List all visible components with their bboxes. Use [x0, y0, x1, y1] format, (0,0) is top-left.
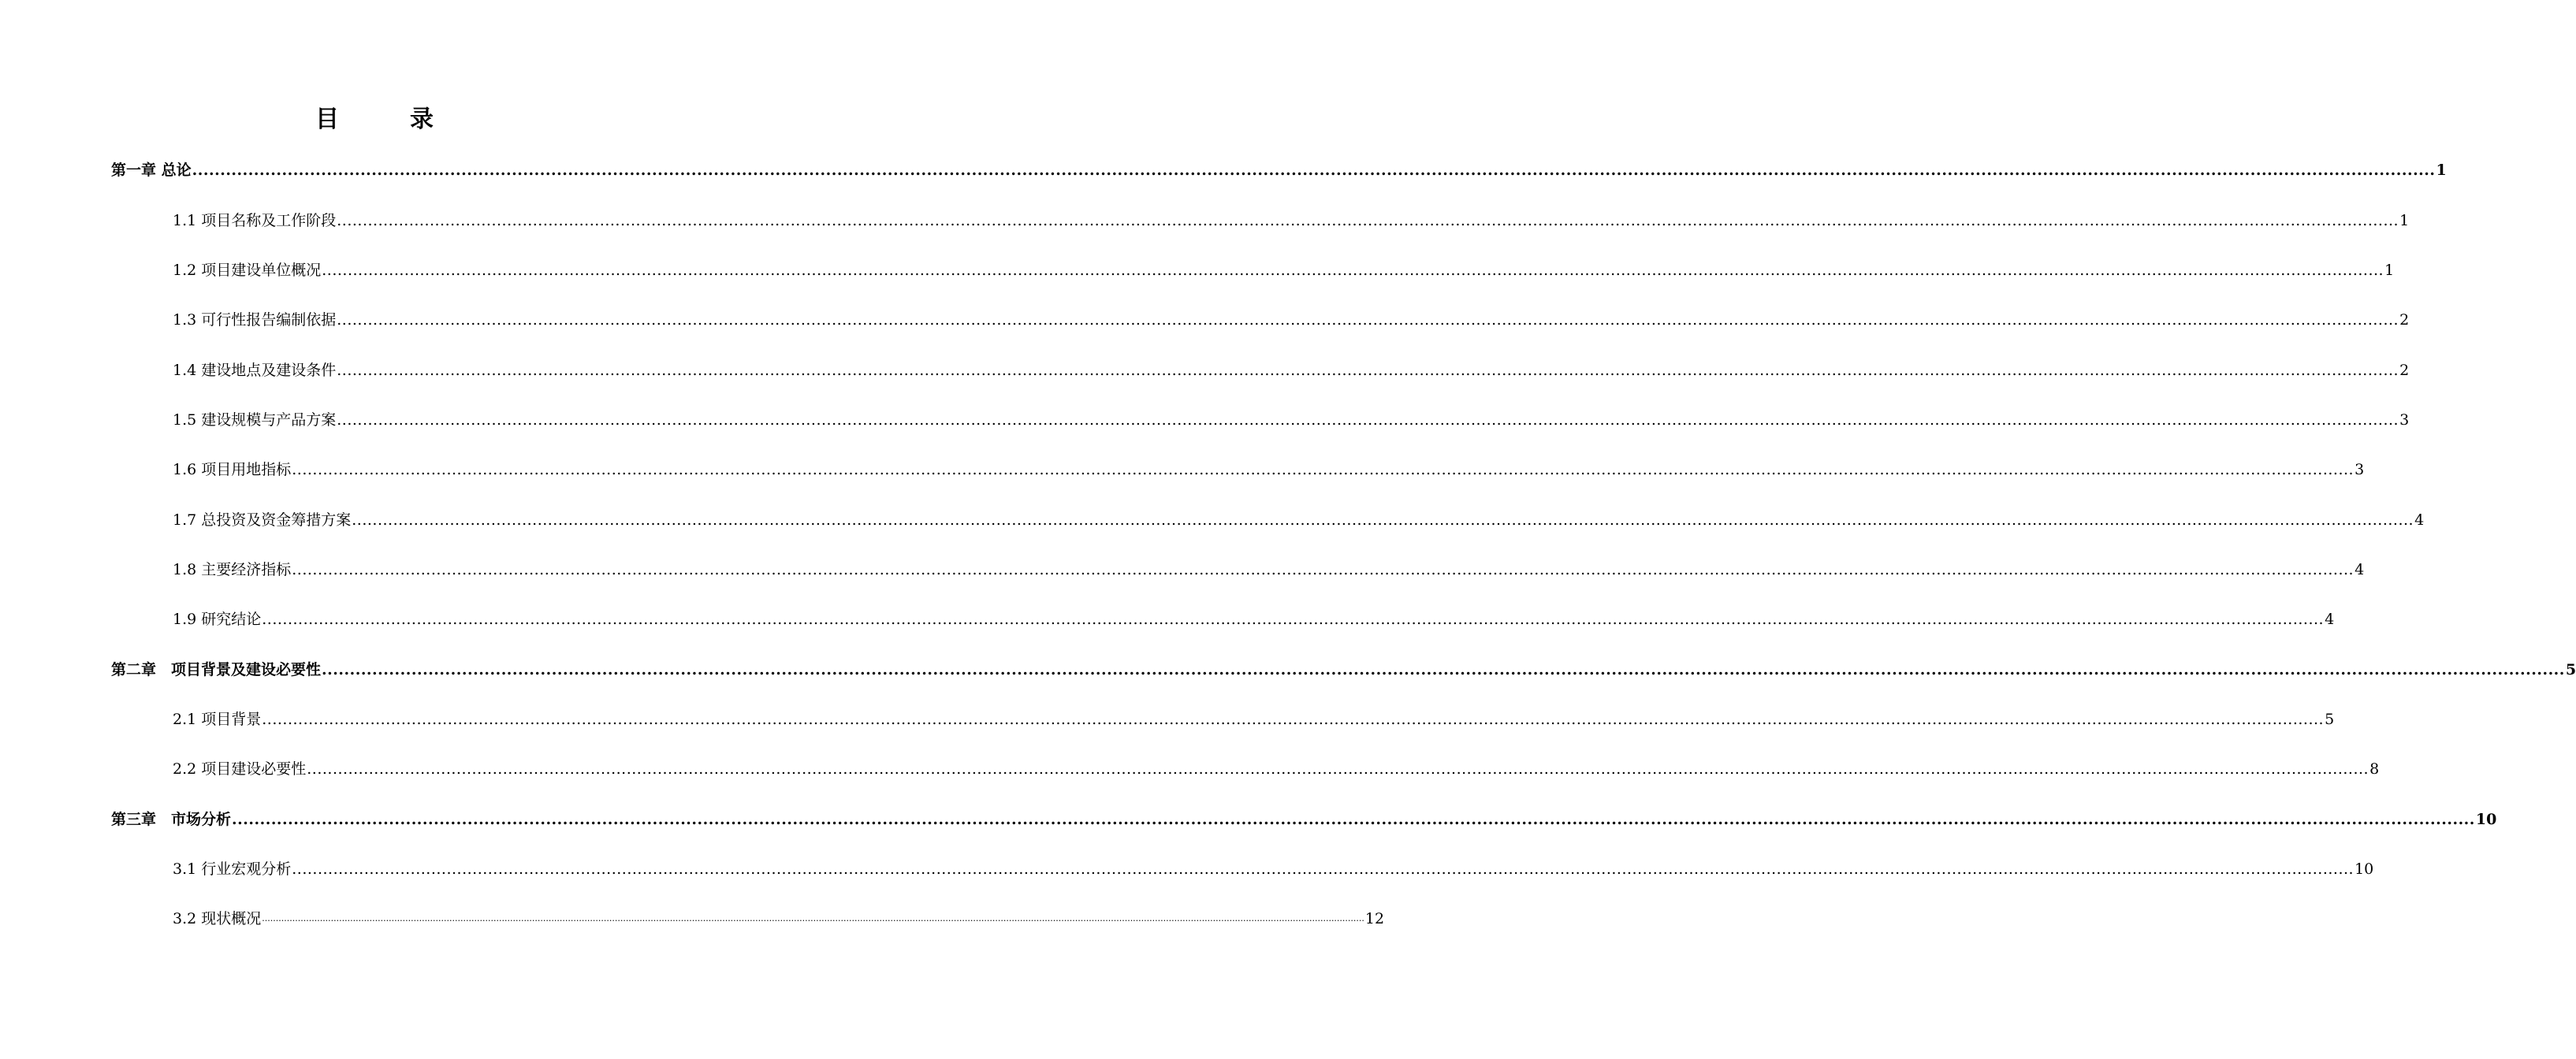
- toc-entry-chapter-2[interactable]: [111, 658, 2576, 682]
- toc-dot-leader: ................................................................................................................................................................................................................................................................................................................................................................................................................: [337, 362, 2399, 379]
- toc-entry-1-1[interactable]: [173, 209, 2410, 232]
- toc-entry-label: 2.2 项目建设必要性: [173, 760, 307, 778]
- toc-entry-label: 1.9 研究结论: [173, 611, 262, 628]
- toc-dot-leader: ................................................................................................................................................................................................................................................................................................................................................................................................................: [292, 461, 2355, 478]
- toc-dot-leader: ................................................................................................................................................................................................................................................................................................................................................................................................................: [337, 411, 2399, 429]
- toc-entry-page: 8: [2369, 760, 2380, 778]
- toc-entry-3-1[interactable]: [173, 857, 2374, 881]
- toc-dot-leader: ................................................................................................................................................................................................................................................................................................................................................................................................................: [192, 162, 2436, 179]
- toc-entry-page: 3: [2399, 411, 2410, 429]
- toc-dot-leader: ................................................................................................................................................................................................................................................................................................................................................................................................................: [322, 262, 2384, 279]
- toc-entry-label: 1.6 项目用地指标: [173, 461, 292, 478]
- toc-dot-leader: ................................................................................................................................................................................................................................................................................................................................................................................................................: [292, 561, 2355, 578]
- toc-entry-chapter-3[interactable]: [111, 808, 2497, 831]
- toc-entry-2-1[interactable]: [173, 708, 2335, 731]
- page-title: 目 录: [315, 106, 457, 133]
- toc-entry-page: 4: [2355, 561, 2365, 578]
- toc-dot-leader: ................................................................................................................................................................................................................................................................................................................................................................................................................: [262, 611, 2325, 628]
- toc-entry-page: 5: [2565, 661, 2576, 678]
- toc-entry-page: 12: [1364, 910, 1385, 927]
- toc-entry-label: 2.1 项目背景: [173, 711, 262, 728]
- toc-entry-page: 3: [2355, 461, 2365, 478]
- toc-entry-1-8[interactable]: [173, 558, 2365, 582]
- toc-entry-page: 1: [2384, 262, 2395, 279]
- toc-entry-chapter-1[interactable]: [111, 158, 2447, 182]
- toc-dot-leader: ................................................................................................................................................................................................................................................................................................................................................................................................................: [322, 661, 2565, 678]
- toc-entry-page: 2: [2399, 311, 2410, 329]
- toc-entry-1-6[interactable]: [173, 458, 2365, 481]
- toc-entry-1-4[interactable]: [173, 359, 2410, 382]
- toc-dot-leader: ................................................................................................................................................................................................................................................................................................................................................................................................................: [232, 811, 2475, 828]
- toc-entry-2-2[interactable]: [173, 757, 2380, 781]
- toc-entry-label: 第三章 市场分析: [111, 811, 232, 828]
- toc-entry-label: 1.4 建设地点及建设条件: [173, 362, 337, 379]
- toc-entry-label: 3.1 行业宏观分析: [173, 860, 292, 878]
- toc-entry-label: 1.5 建设规模与产品方案: [173, 411, 337, 429]
- toc-dot-leader: ................................................................................................................................................................................................................................................................................................................................................................................................................: [262, 913, 1364, 923]
- toc-entry-page: 10: [2475, 811, 2497, 828]
- toc-entry-page: 4: [2325, 611, 2335, 628]
- toc-entry-page: 1: [2436, 162, 2447, 179]
- toc-entry-label: 1.3 可行性报告编制依据: [173, 311, 337, 329]
- toc-entry-label: 第一章 总论: [111, 162, 192, 179]
- toc-entry-label: 1.2 项目建设单位概况: [173, 262, 322, 279]
- toc-entry-label: 3.2 现状概况: [173, 910, 262, 927]
- toc-entry-label: 第二章 项目背景及建设必要性: [111, 661, 322, 678]
- toc-entry-label: 1.7 总投资及资金筹措方案: [173, 511, 352, 529]
- toc-entry-1-9[interactable]: [173, 608, 2335, 631]
- toc-dot-leader: ................................................................................................................................................................................................................................................................................................................................................................................................................: [337, 311, 2399, 329]
- toc-dot-leader: ................................................................................................................................................................................................................................................................................................................................................................................................................: [307, 760, 2369, 778]
- toc-entry-1-2[interactable]: [173, 258, 2395, 282]
- toc-dot-leader: ................................................................................................................................................................................................................................................................................................................................................................................................................: [352, 511, 2414, 529]
- toc-dot-leader: ................................................................................................................................................................................................................................................................................................................................................................................................................: [337, 212, 2399, 229]
- toc-dot-leader: ................................................................................................................................................................................................................................................................................................................................................................................................................: [292, 860, 2355, 878]
- toc-entry-1-3[interactable]: [173, 308, 2410, 332]
- toc-entry-3-2[interactable]: [173, 907, 1385, 931]
- toc-entry-page: 1: [2399, 212, 2410, 229]
- toc-entry-label: 1.1 项目名称及工作阶段: [173, 212, 337, 229]
- toc-entry-label: 1.8 主要经济指标: [173, 561, 292, 578]
- toc-entry-page: 2: [2399, 362, 2410, 379]
- toc-entry-page: 5: [2325, 711, 2335, 728]
- toc-entry-page: 4: [2414, 511, 2425, 529]
- toc-dot-leader: ................................................................................................................................................................................................................................................................................................................................................................................................................: [262, 711, 2325, 728]
- toc-entry-1-7[interactable]: [173, 508, 2425, 532]
- toc-entry-1-5[interactable]: [173, 408, 2410, 432]
- toc-entry-page: 10: [2355, 860, 2374, 878]
